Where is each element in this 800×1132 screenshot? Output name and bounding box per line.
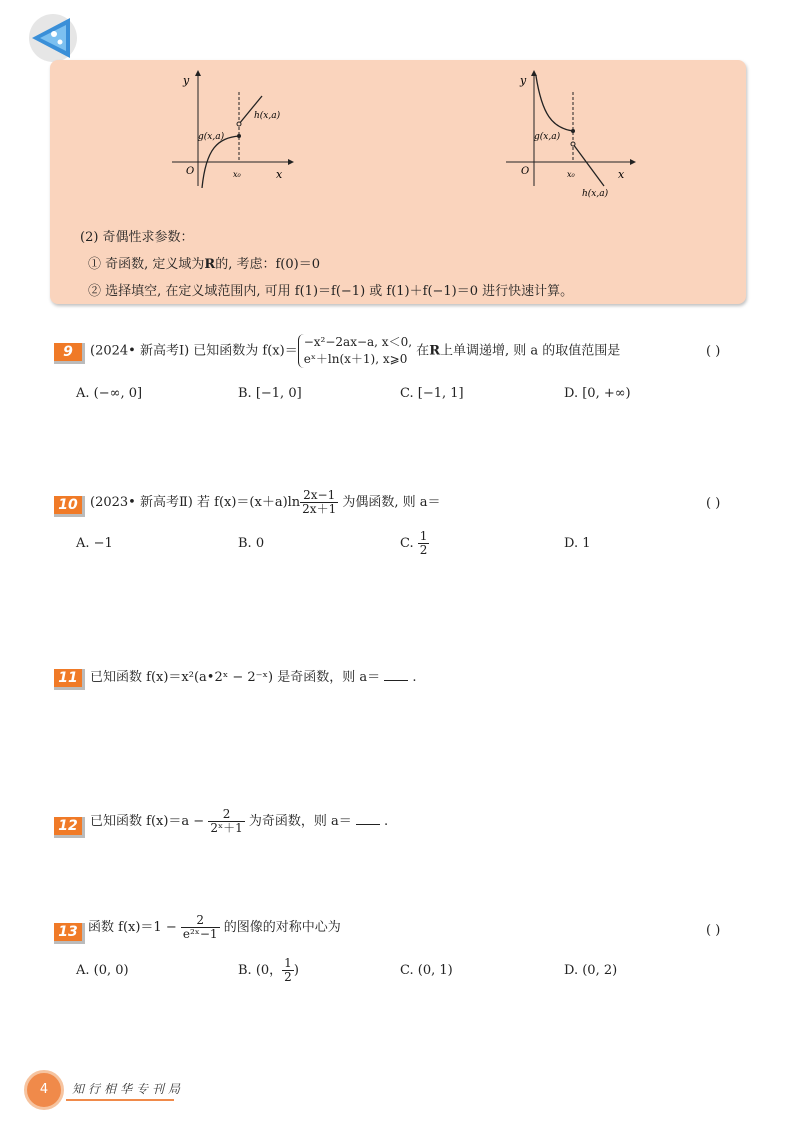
question-9-text: (2024• 新高考Ⅰ) 已知函数为 f(x)＝−x²−2ax−a, x＜0, eˣ＋ln(x＋1), x⩾0 在R上单调递增, 则 a 的取值范围是 — [90, 335, 621, 366]
svg-text:x₀: x₀ — [567, 170, 575, 179]
svg-text:h(x,a): h(x,a) — [254, 111, 281, 121]
question-number-9: 9 — [54, 343, 85, 364]
question-13-text: 函数 f(x)＝1 − $\frac{2}{\text{e²ˣ−1}}$ 的图像的对称中心为 — [88, 913, 341, 941]
piecewise-brace: −x²−2ax−a, x＜0, eˣ＋ln(x＋1), x⩾0 — [298, 334, 412, 368]
answer-blank-12[interactable] — [356, 811, 380, 825]
svg-text:y: y — [183, 74, 190, 87]
logo — [26, 12, 80, 64]
callout-line-3: ② 选择填空, 在定义域范围内, 可用 f(1)＝f(−1) 或 f(1)＋f(−1)＝0 进行快速计算。 — [88, 284, 574, 299]
question-number-11: 11 — [54, 669, 85, 690]
q10-option-a[interactable]: A. −1 — [76, 536, 113, 551]
answer-blank-11[interactable] — [384, 667, 408, 681]
q9-option-b[interactable]: B. [−1, 0] — [238, 386, 302, 401]
footer-line — [66, 1099, 174, 1101]
svg-text:x: x — [618, 168, 625, 181]
q10-option-b[interactable]: B. 0 — [238, 536, 265, 551]
question-11-text: 已知函数 f(x)＝x²(a•2ˣ − 2⁻ˣ) 是奇函数，则 a＝ . — [90, 667, 417, 688]
svg-text:g(x,a): g(x,a) — [534, 132, 561, 142]
q9-option-c[interactable]: C. [−1, 1] — [400, 386, 464, 401]
question-number-13: 13 — [54, 923, 85, 944]
svg-text:h(x,a): h(x,a) — [582, 189, 609, 199]
q9-option-a[interactable]: A. (−∞, 0] — [76, 386, 143, 401]
svg-text:g(x,a): g(x,a) — [198, 132, 225, 142]
q13-option-d[interactable]: D. (0, 2) — [564, 963, 618, 978]
question-12-text: 已知函数 f(x)＝a − $\frac{2}{\text{2ˣ＋1}}$ 为奇函数，则 a＝ . — [90, 807, 389, 835]
q13-option-a[interactable]: A. (0, 0) — [76, 963, 129, 978]
q13-option-b[interactable]: B. (0， $\frac{1}{2}$ ) — [238, 956, 299, 984]
answer-paren-10: ( ) — [706, 496, 721, 511]
answer-paren-9: ( ) — [706, 344, 721, 359]
graph-increasing — [170, 68, 300, 188]
svg-text:O: O — [186, 166, 195, 177]
question-10-text: (2023• 新高考Ⅱ) 若 f(x)＝(x＋a)ln $\frac{2x-1}{2x+1}$ 为偶函数, 则 a＝ — [90, 488, 441, 516]
answer-paren-13: ( ) — [706, 923, 721, 938]
question-number-12: 12 — [54, 817, 85, 838]
question-number-10: 10 — [54, 496, 85, 517]
svg-text:O: O — [521, 166, 530, 177]
svg-text:x₀: x₀ — [233, 170, 241, 179]
q13-option-c[interactable]: C. (0, 1) — [400, 963, 453, 978]
method-callout — [50, 60, 746, 304]
callout-line-2: ① 奇函数, 定义域为R的, 考虑：f(0)＝0 — [88, 257, 320, 272]
page-number: 4 — [24, 1070, 64, 1110]
q9-option-d[interactable]: D. [0, +∞) — [564, 386, 631, 401]
svg-text:y: y — [520, 74, 527, 87]
callout-line-1: (2) 奇偶性求参数： — [80, 230, 194, 245]
footer-brand: 知行相华专刊局 — [72, 1082, 185, 1096]
graph-decreasing — [504, 68, 644, 203]
svg-text:x: x — [276, 168, 283, 181]
q10-option-d[interactable]: D. 1 — [564, 536, 591, 551]
q10-option-c[interactable]: C. $\frac{1}{2}$ — [400, 529, 428, 557]
